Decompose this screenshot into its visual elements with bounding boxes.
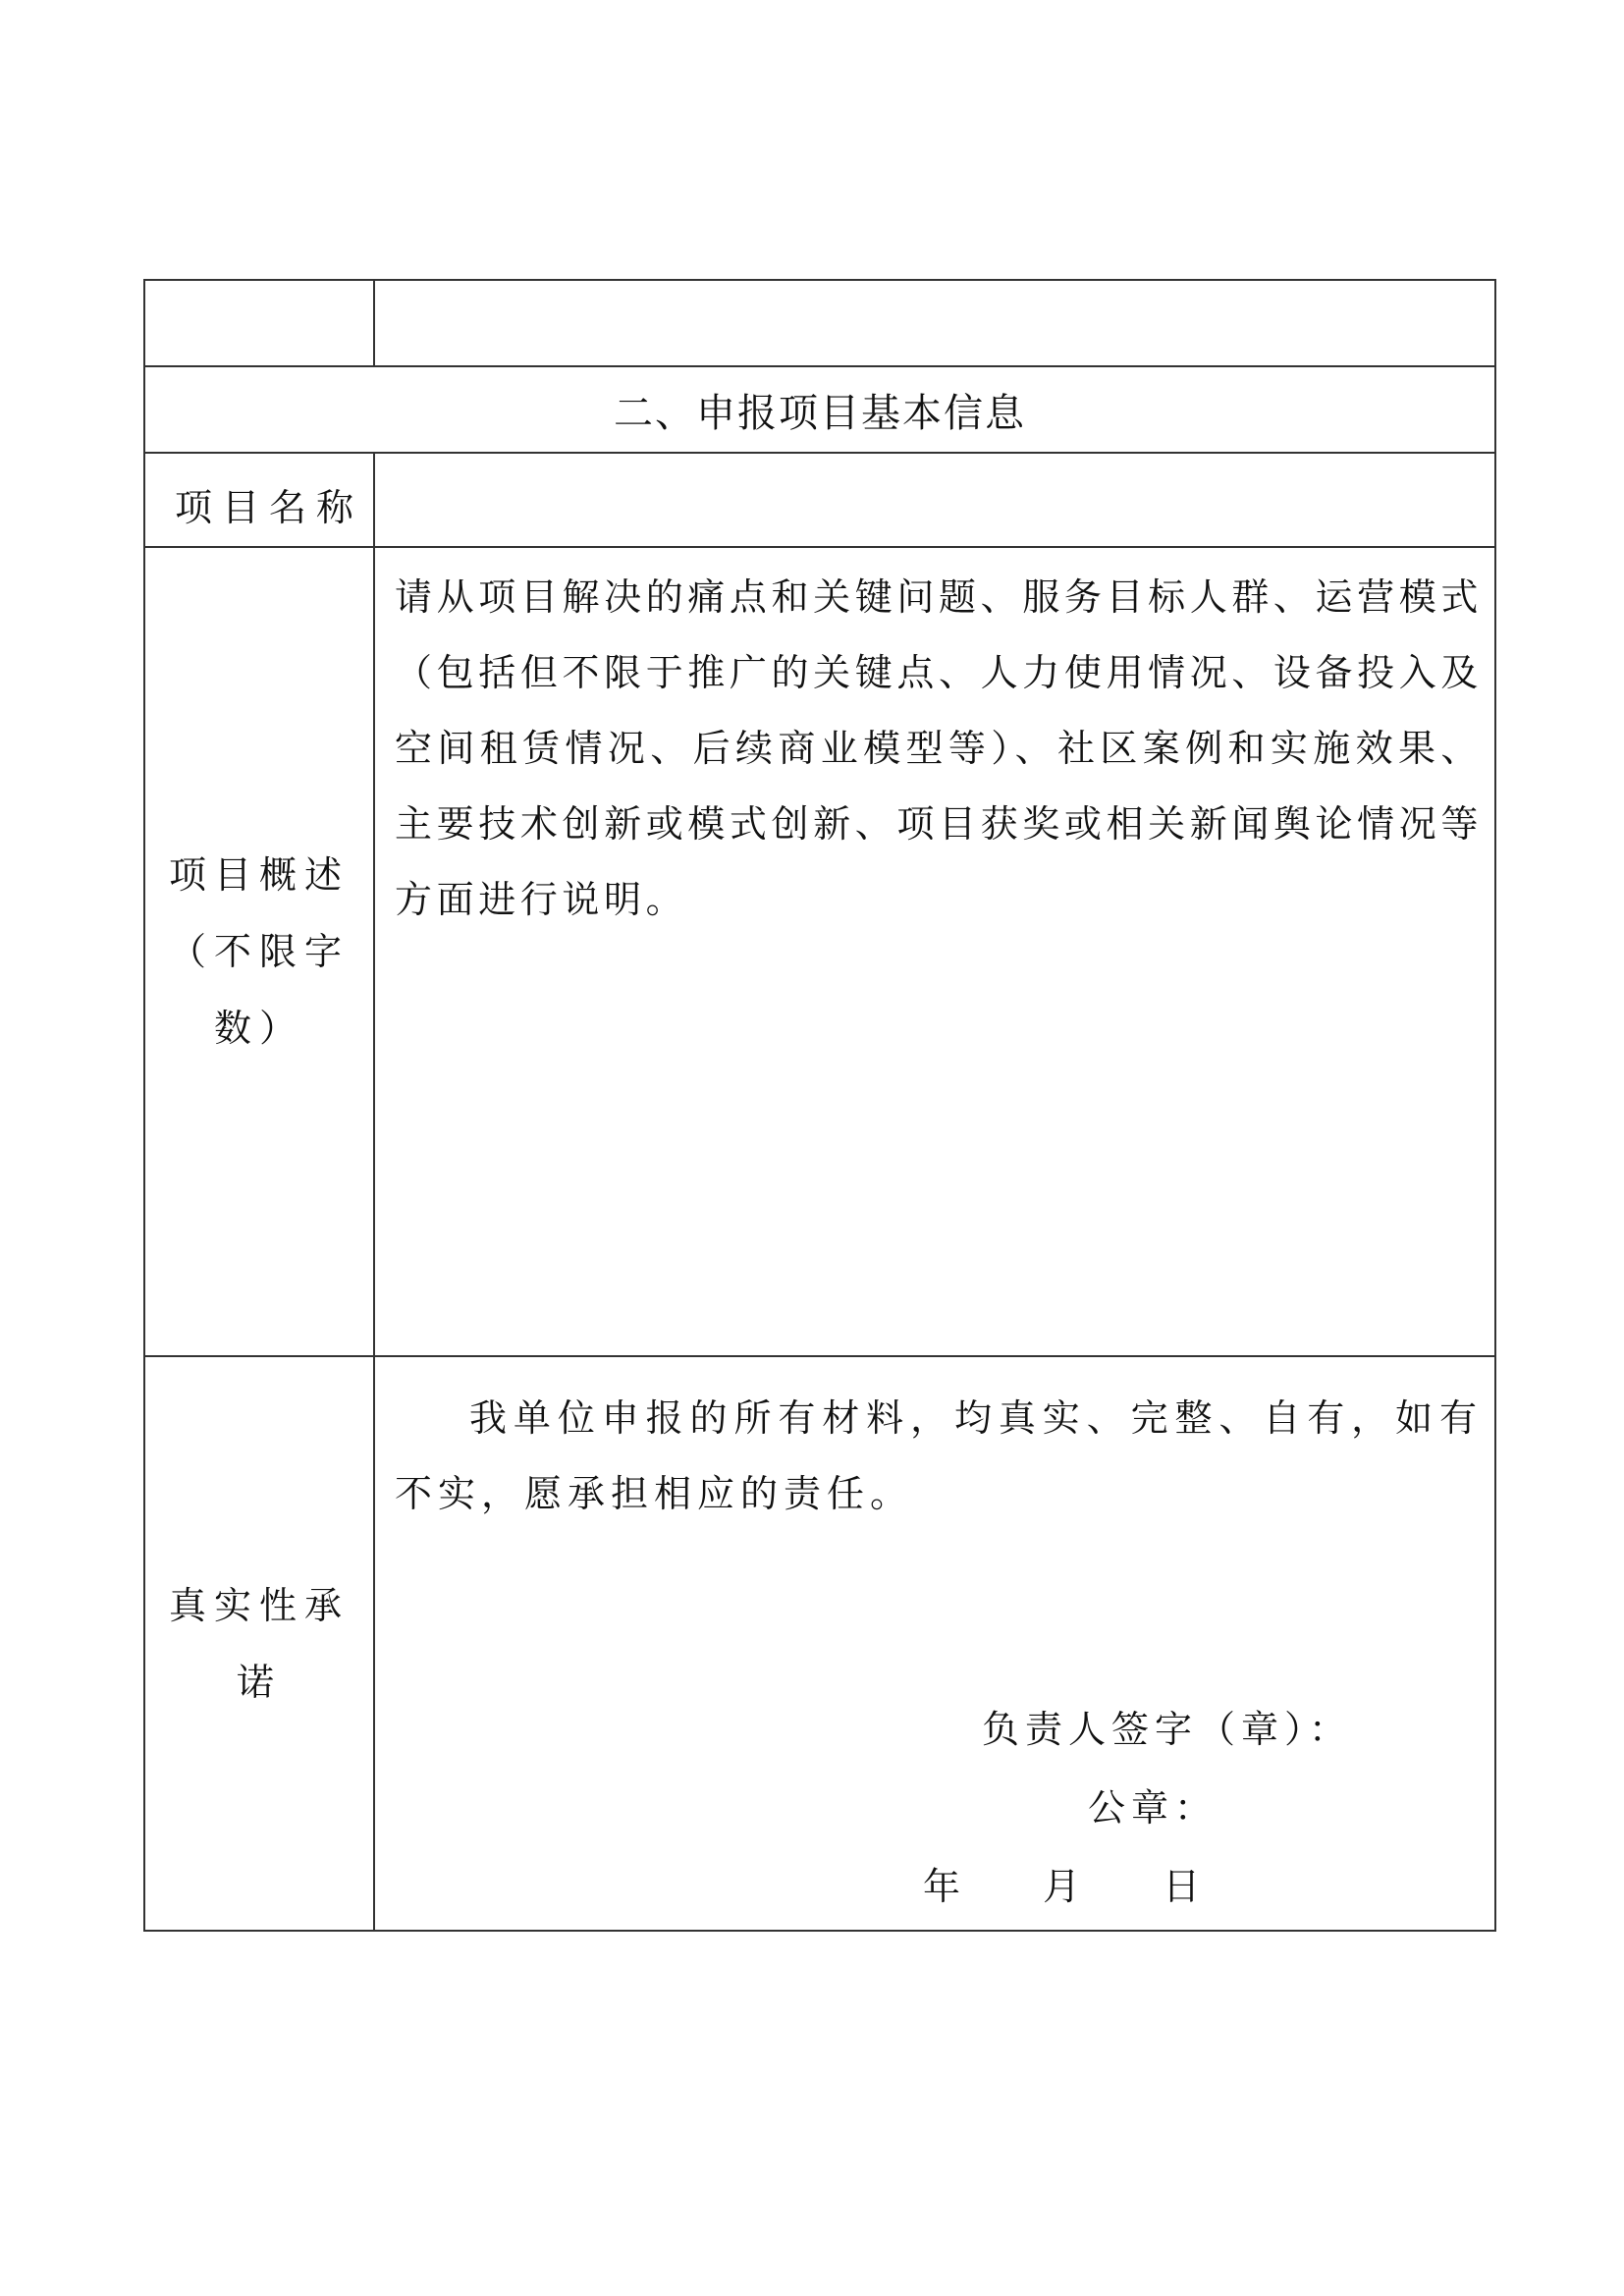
section-heading-row (144, 366, 1495, 453)
date-line[interactable] (923, 1856, 1206, 1910)
signature-label[interactable]: 负责人签字（章）： (982, 1708, 1353, 1751)
authenticity-pledge-row (144, 1356, 1495, 1931)
overview-label-line-2: （不限字 (168, 930, 350, 973)
project-info-table (143, 279, 1496, 1932)
date-month-label: 月 (1043, 1865, 1087, 1908)
overview-label-line-3: 数） (213, 1007, 304, 1050)
date-day-label: 日 (1163, 1865, 1207, 1908)
project-name-row (144, 453, 1495, 547)
seal-label[interactable]: 公章： (1088, 1786, 1218, 1830)
project-overview-row (144, 547, 1495, 1356)
overview-instructions: 请从项目解决的痛点和关键问题、服务目标人群、运营模式（包括但不限于推广的关键点、人力使用情况、设备投入及空间租赁情况、后续商业模型等）、社区案例和实施效果、主要技术创新或模式创新、项目获奖或相关新闻舆论情况等方面进行说明。 (395, 575, 1483, 921)
top-right-cell[interactable] (374, 280, 1495, 366)
project-name-field[interactable] (374, 453, 1495, 547)
overview-label-line-1: 项目概述 (168, 853, 350, 897)
project-overview-label (144, 547, 374, 1356)
top-left-cell (144, 280, 374, 366)
project-overview-field[interactable] (374, 547, 1495, 1356)
pledge-label-line-2: 诺 (236, 1660, 282, 1704)
authenticity-pledge-label (144, 1356, 374, 1931)
authenticity-pledge-field (374, 1356, 1495, 1931)
top-continuation-row (144, 280, 1495, 366)
pledge-statement: 我单位申报的所有材料，均真实、完整、自有，如有不实，愿承担相应的责任。 (395, 1396, 1483, 1515)
pledge-label-line-1: 真实性承 (168, 1583, 350, 1627)
section-heading: 二、申报项目基本信息 (144, 366, 1495, 453)
project-name-label: 项目名称 (144, 453, 374, 547)
date-year-label: 年 (923, 1865, 967, 1908)
